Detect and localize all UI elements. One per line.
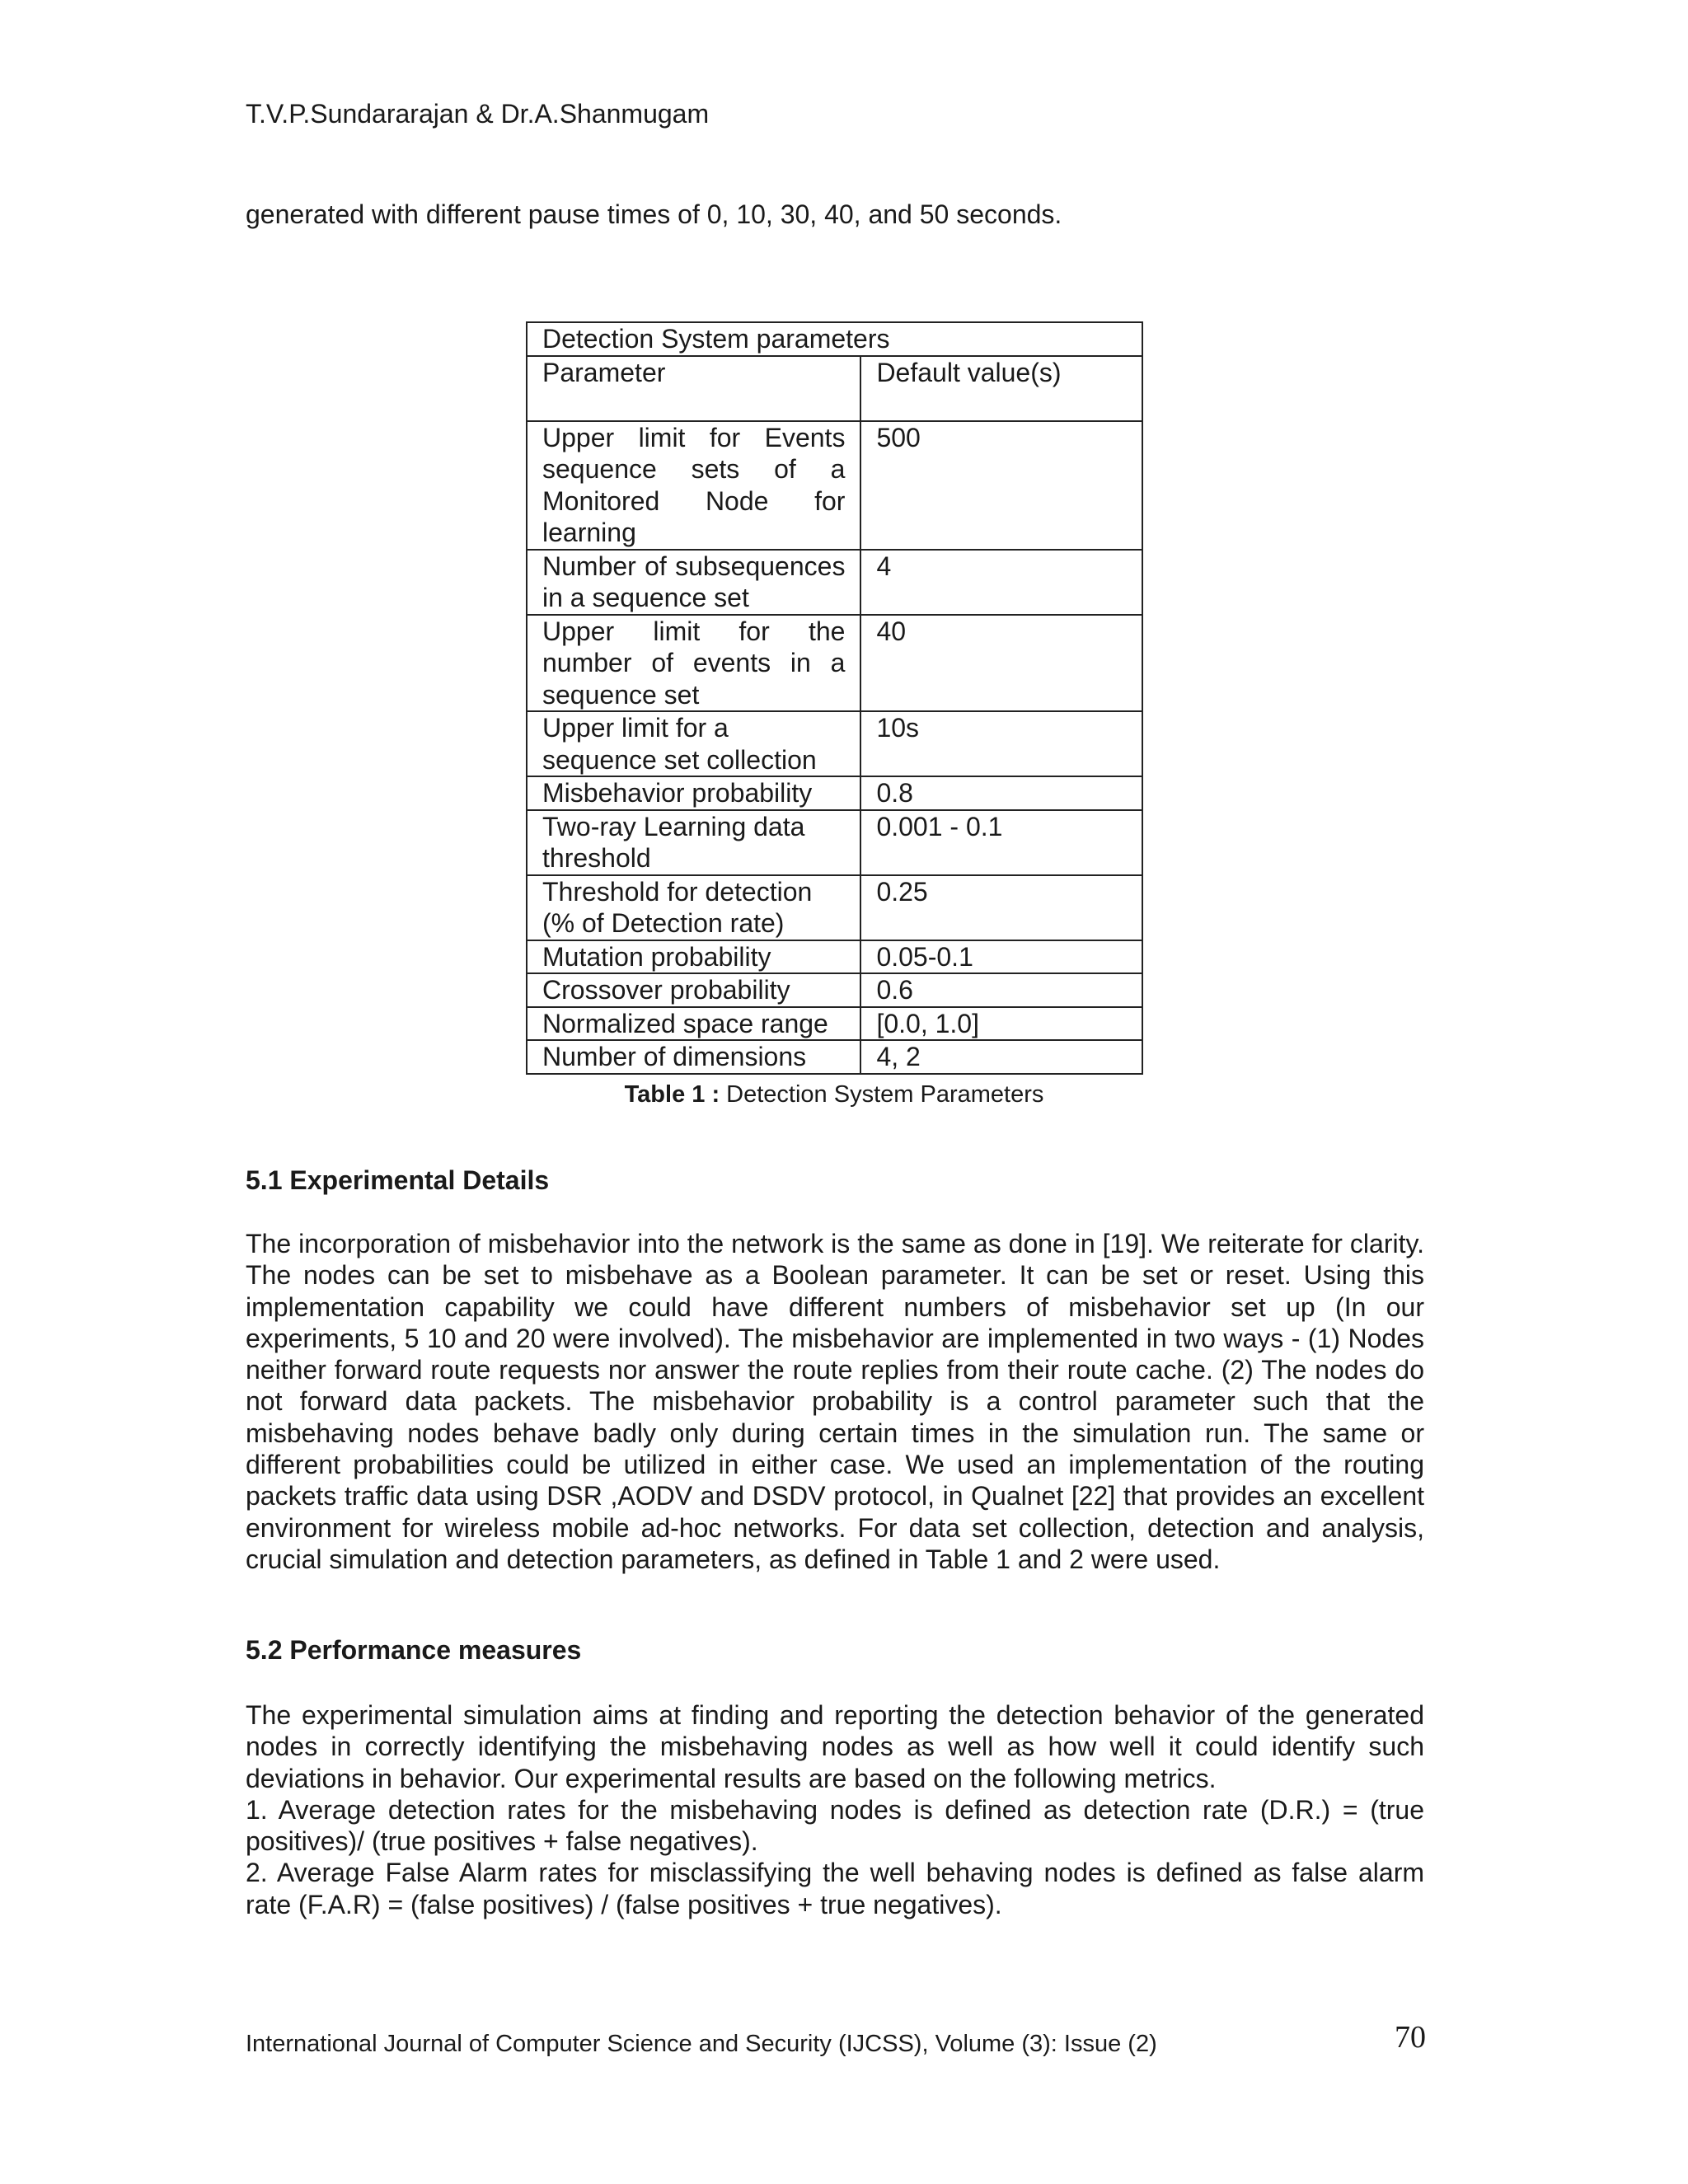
- table-row: [527, 776, 1142, 810]
- table-title-row: [527, 322, 1142, 356]
- value-cell: 0.25: [860, 875, 1142, 940]
- value-cell: 4: [860, 550, 1142, 615]
- table-caption-text: Detection System Parameters: [720, 1081, 1044, 1108]
- table-header-row: [527, 356, 1142, 421]
- parameter-cell: Mutation probability: [527, 940, 860, 974]
- parameter-cell: Crossover probability: [527, 973, 860, 1007]
- table-row: [527, 1040, 1142, 1074]
- parameter-cell: Upper limit for the number of events in a sequence set: [527, 615, 860, 712]
- metric-item-1: 1. Average detection rates for the misbehaving nodes is defined as detection rate (D.R.) = (true positives)/ (true positives + false negatives).: [246, 1794, 1424, 1857]
- section-heading-5-1: 5.1 Experimental Details: [246, 1165, 550, 1195]
- value-cell: [0.0, 1.0]: [860, 1007, 1142, 1041]
- table-row: [527, 810, 1142, 875]
- value-cell: 10s: [860, 711, 1142, 776]
- value-cell: 0.6: [860, 973, 1142, 1007]
- table-row: [527, 615, 1142, 712]
- page-number: 70: [1395, 2020, 1426, 2055]
- table-row: [527, 711, 1142, 776]
- value-cell: 0.05-0.1: [860, 940, 1142, 974]
- parameter-cell: Number of subsequences in a sequence set: [527, 550, 860, 615]
- value-cell: 0.8: [860, 776, 1142, 810]
- table-row: [527, 875, 1142, 940]
- parameter-cell: Upper limit for a sequence set collection: [527, 711, 860, 776]
- value-cell: 500: [860, 421, 1142, 550]
- section-heading-5-2: 5.2 Performance measures: [246, 1635, 582, 1665]
- table-row: [527, 1007, 1142, 1041]
- running-head-authors: T.V.P.Sundararajan & Dr.A.Shanmugam: [246, 99, 710, 129]
- parameter-cell: Two-ray Learning data threshold: [527, 810, 860, 875]
- table-row: [527, 421, 1142, 550]
- parameter-cell: Number of dimensions: [527, 1040, 860, 1074]
- parameter-cell: Misbehavior probability: [527, 776, 860, 810]
- metric-item-2: 2. Average False Alarm rates for misclassifying the well behaving nodes is defined as false alarm rate (F.A.R) = (false positives) / (false positives + true negatives).: [246, 1858, 1424, 1919]
- table-row: [527, 940, 1142, 974]
- value-cell: 40: [860, 615, 1142, 712]
- column-header-default-value: Default value(s): [860, 356, 1142, 421]
- footer-journal: International Journal of Computer Science and Security (IJCSS), Volume (3): Issue (2): [246, 2031, 1157, 2057]
- table-caption: [0, 1080, 1668, 1109]
- table-row: [527, 973, 1142, 1007]
- paragraph-text: The experimental simulation aims at finding and reporting the detection behavior of the generated nodes in correctly identifying the misbehaving nodes as well as how well it could identify such deviations in behavior. Our experimental results are based on the following metrics.: [246, 1700, 1424, 1793]
- table-row: [527, 550, 1142, 615]
- table-caption-label: Table 1 :: [624, 1081, 720, 1108]
- detection-parameters-table: [526, 321, 1143, 1075]
- parameter-cell: Upper limit for Events sequence sets of a Monitored Node for learning: [527, 421, 860, 550]
- paragraph-text: The incorporation of misbehavior into the network is the same as done in [19]. We reiterate for clarity. The nodes can be set to misbehave as a Boolean parameter. It can be set or reset. Using this implementation capability we could have different numbers of misbehavior set up (In our experiments, 5 10 and 20 were involved). The misbehavior are implemented in two ways - (1) Nodes neither forward route requests nor answer the route replies from their route cache. (2) The nodes do not forward data packets. The misbehavior probability is a control parameter such that the misbehaving nodes behave badly only during certain times in the simulation run. The same or different probabilities could be utilized in either case. We used an implementation of the routing packets traffic data using DSR ,AODV and DSDV protocol, in Qualnet [22] that provides an excellent environment for wireless mobile ad-hoc networks. For data set collection, detection and analysis, crucial simulation and detection parameters, as defined in Table 1 and 2 were used.: [246, 1229, 1424, 1574]
- value-cell: 0.001 - 0.1: [860, 810, 1142, 875]
- parameter-cell: Threshold for detection (% of Detection rate): [527, 875, 860, 940]
- intro-line: generated with different pause times of 0, 10, 30, 40, and 50 seconds.: [246, 199, 1062, 229]
- table-title: Detection System parameters: [527, 322, 1142, 356]
- value-cell: 4, 2: [860, 1040, 1142, 1074]
- section-5-2-body: [246, 1699, 1424, 1920]
- column-header-parameter: Parameter: [527, 356, 860, 421]
- parameter-cell: Normalized space range: [527, 1007, 860, 1041]
- section-5-1-paragraph: [246, 1228, 1424, 1575]
